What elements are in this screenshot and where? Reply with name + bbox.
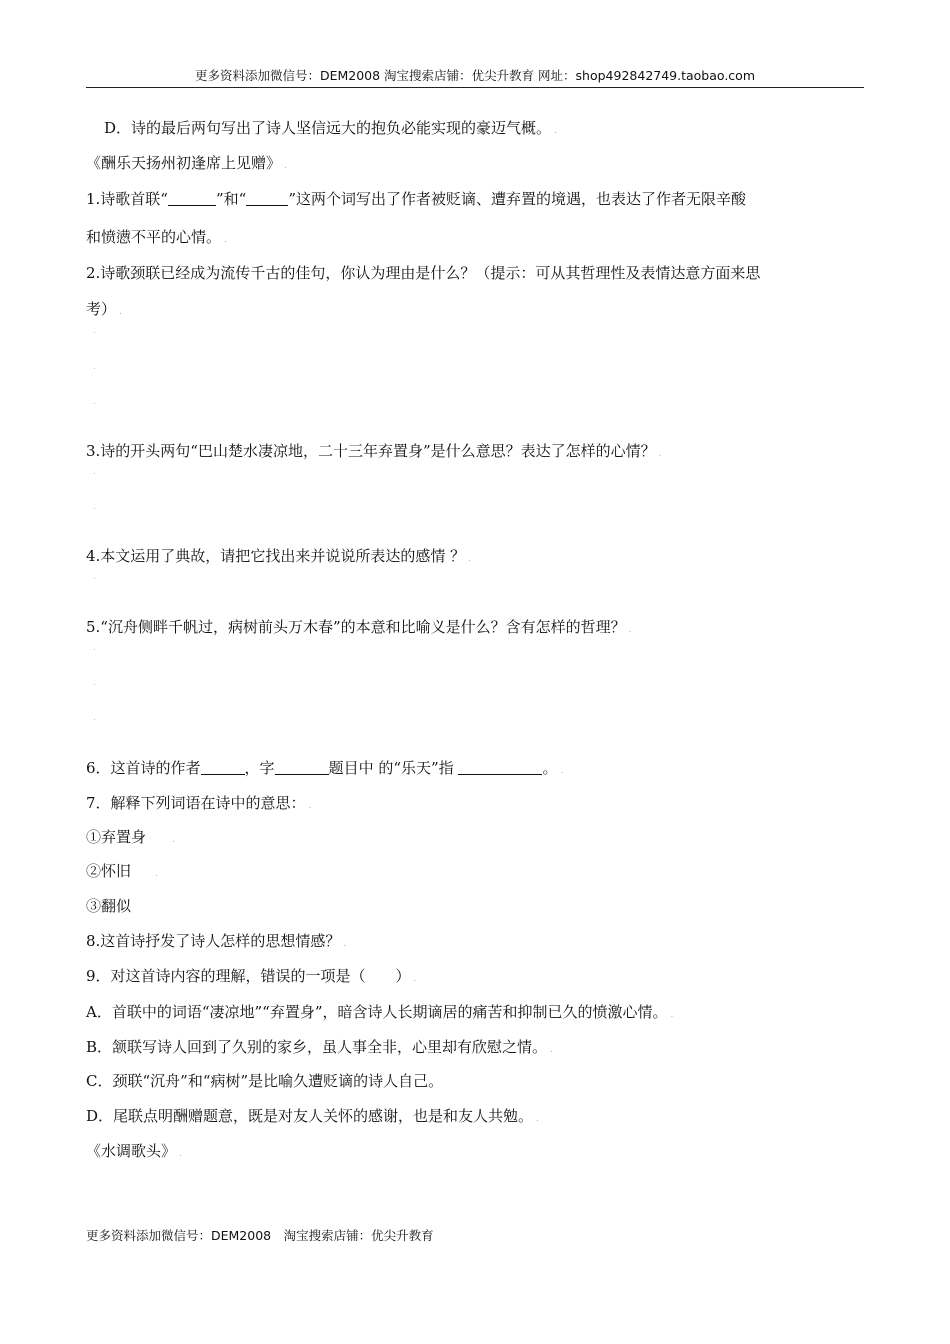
- q7-item-3-text: ③翻似: [86, 897, 132, 915]
- q5-text: 5.“沉舟侧畔千帆过，病树前头万木春”的本意和比喻义是什么？含有怎样的哲理？: [86, 618, 626, 636]
- question-1-line1: [86, 189, 746, 209]
- question-7-item-3: [86, 896, 131, 916]
- option-d-line: D．诗的最后两句写出了诗人坚信远大的抱负必能实现的豪迈气概。 .: [104, 119, 557, 137]
- question-5: 5.“沉舟侧畔千帆过，病树前头万木春”的本意和比喻义是什么？含有怎样的哲理？ .: [86, 618, 632, 636]
- q2-part-a: 2.诗歌颈联已经成为流传千古的佳句，你认为理由是什么？（提示：可从其哲理性及表情达意方面来思: [86, 264, 761, 282]
- question-1-line2: 和愤懑不平的心情。 .: [86, 228, 227, 246]
- answer-space-mark: .: [93, 326, 96, 336]
- q1-part-d: 和愤懑不平的心情。: [86, 228, 222, 246]
- q2-part-b: 考）: [86, 300, 117, 318]
- poem1-title-text: 《酬乐天扬州初逢席上见赠》: [86, 154, 282, 172]
- answer-space-mark: .: [93, 362, 96, 372]
- q6-blank-courtesy-name[interactable]: [275, 759, 329, 775]
- question-7-item-1: ①弃置身 .: [86, 828, 175, 846]
- question-3: 3.诗的开头两句“巴山楚水凄凉地，二十三年弃置身”是什么意思？表达了怎样的心情？ .: [86, 442, 662, 460]
- header-rule: [86, 87, 864, 88]
- q7-item-2-text: ②怀旧: [86, 862, 132, 880]
- question-2-line1: [86, 263, 760, 283]
- poem1-title: 《酬乐天扬州初逢席上见赠》 .: [86, 154, 287, 172]
- option-d-text: D．诗的最后两句写出了诗人坚信远大的抱负必能实现的豪迈气概。: [104, 119, 552, 137]
- q7-text: 7．解释下列词语在诗中的意思：: [86, 794, 306, 812]
- q1-part-b: ”和“: [215, 190, 247, 208]
- question-9-option-d: D．尾联点明酬赠题意，既是对友人关怀的感谢，也是和友人共勉。 .: [86, 1107, 539, 1125]
- q6-part-c: 题目中 的“乐天”指: [328, 759, 459, 777]
- q6-blank-letian[interactable]: [458, 759, 542, 775]
- page-footer: 更多资料添加微信号：DEM2008 淘宝搜索店铺：优尖升教育: [86, 1228, 434, 1243]
- q8-text: 8.这首诗抒发了诗人怎样的思想情感？: [86, 932, 341, 950]
- q9-text: 9．对这首诗内容的理解，错误的一项是（ ）: [86, 967, 411, 985]
- q1-blank-1[interactable]: [168, 190, 216, 206]
- question-7-item-2: ②怀旧 .: [86, 862, 158, 880]
- answer-space-mark: .: [93, 397, 96, 407]
- q6-part-a: 6．这首诗的作者: [86, 759, 201, 777]
- answer-space-mark: .: [93, 502, 96, 512]
- question-9-option-c: [86, 1071, 443, 1091]
- question-9-option-a: A．首联中的词语“凄凉地”“弃置身”，暗含诗人长期谪居的痛苦和抑制已久的愤激心情。 .: [86, 1003, 674, 1021]
- answer-space-mark: .: [93, 643, 96, 653]
- question-2-line2: 考） .: [86, 300, 122, 318]
- q7-item-1-text: ①弃置身: [86, 828, 147, 846]
- question-6: 6．这首诗的作者 ，字 题目中 的“乐天”指 。 .: [86, 759, 564, 777]
- question-9-option-b: B．颔联写诗人回到了久别的家乡，虽人事全非，心里却有欣慰之情。 .: [86, 1038, 553, 1056]
- q1-part-c: ”这两个词写出了作者被贬谪、遭弃置的境遇，也表达了作者无限辛酸: [288, 190, 746, 208]
- q1-part-a: 1.诗歌首联“: [86, 190, 168, 208]
- q9-option-c-text: C．颈联“沉舟”和“病树”是比喻久遭贬谪的诗人自己。: [86, 1072, 444, 1090]
- question-8: 8.这首诗抒发了诗人怎样的思想情感？ .: [86, 932, 347, 950]
- poem2-title: 《水调歌头》 .: [86, 1142, 182, 1160]
- q9-option-d-text: D．尾联点明酬赠题意，既是对友人关怀的感谢，也是和友人共勉。: [86, 1107, 534, 1125]
- q6-part-d: 。: [542, 759, 558, 777]
- answer-space-mark: .: [93, 572, 96, 582]
- q1-blank-2[interactable]: [246, 190, 288, 206]
- q9-option-b-text: B．颔联写诗人回到了久别的家乡，虽人事全非，心里却有欣慰之情。: [86, 1038, 548, 1056]
- q4-text: 4.本文运用了典故，请把它找出来并说说所表达的感情 ？: [86, 547, 466, 565]
- answer-space-mark: .: [93, 467, 96, 477]
- question-9: 9．对这首诗内容的理解，错误的一项是（ ） .: [86, 967, 417, 985]
- question-7: 7．解释下列词语在诗中的意思： .: [86, 794, 312, 812]
- q3-text: 3.诗的开头两句“巴山楚水凄凉地，二十三年弃置身”是什么意思？表达了怎样的心情？: [86, 442, 656, 460]
- question-4: 4.本文运用了典故，请把它找出来并说说所表达的感情 ？ .: [86, 547, 471, 565]
- q9-option-a-text: A．首联中的词语“凄凉地”“弃置身”，暗含诗人长期谪居的痛苦和抑制已久的愤激心情。: [86, 1003, 668, 1021]
- answer-space-mark: .: [93, 678, 96, 688]
- poem2-title-text: 《水调歌头》: [86, 1142, 177, 1160]
- q6-blank-author[interactable]: [201, 759, 245, 775]
- page-header: 更多资料添加微信号：DEM2008 淘宝搜索店铺：优尖升教育 网址：shop492842749.taobao.com: [194, 68, 756, 83]
- q6-part-b: ，字: [244, 759, 275, 777]
- answer-space-mark: .: [93, 713, 96, 723]
